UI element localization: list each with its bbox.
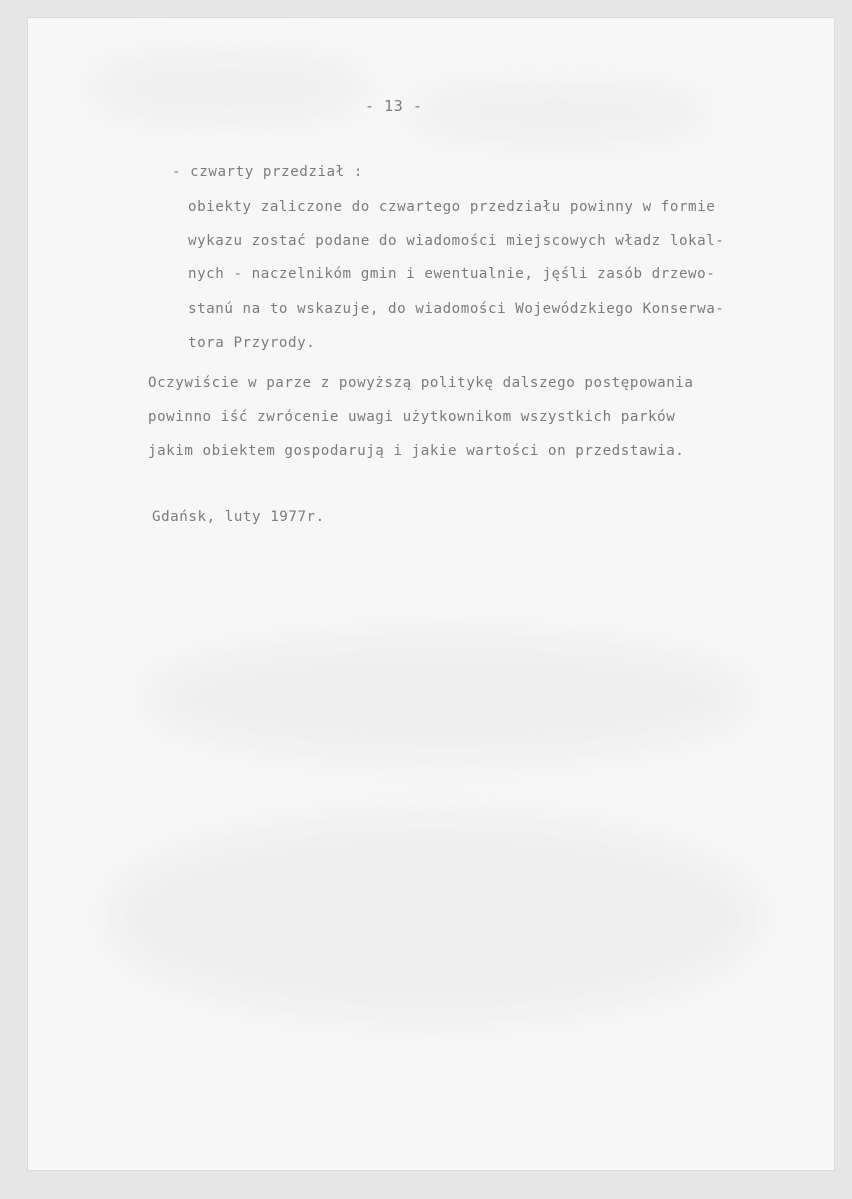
paragraph-line: powinno iść zwrócenie uwagi użytkownikom wszystkich parków	[148, 409, 676, 425]
section-line: obiekty zaliczone do czwartego przedziału powinny w formie	[188, 199, 716, 215]
paragraph-line: jakim obiektem gospodarują i jakie wartości on przedstawia.	[148, 443, 685, 459]
closing-place-date: Gdańsk, luty 1977r.	[152, 509, 325, 525]
paragraph-line: Oczywiście w parze z powyższą politykę dalszego postępowania	[148, 375, 694, 391]
scan-smudge	[108, 818, 758, 1018]
section-heading: - czwarty przedział :	[172, 164, 363, 180]
scan-smudge	[148, 638, 748, 758]
scan-smudge	[88, 58, 368, 118]
section-line: nych - naczelnikóm gmin i ewentualnie, jęśli zasób drzewo-	[188, 266, 716, 282]
document-page	[28, 18, 834, 1170]
section-line: tora Przyrody.	[188, 335, 316, 351]
scan-smudge	[408, 88, 708, 138]
section-line: wykazu zostać podane do wiadomości miejscowych władz lokal-	[188, 233, 725, 249]
page-number: - 13 -	[365, 97, 423, 115]
section-line: stanú na to wskazuje, do wiadomości Wojewódzkiego Konserwa-	[188, 301, 725, 317]
